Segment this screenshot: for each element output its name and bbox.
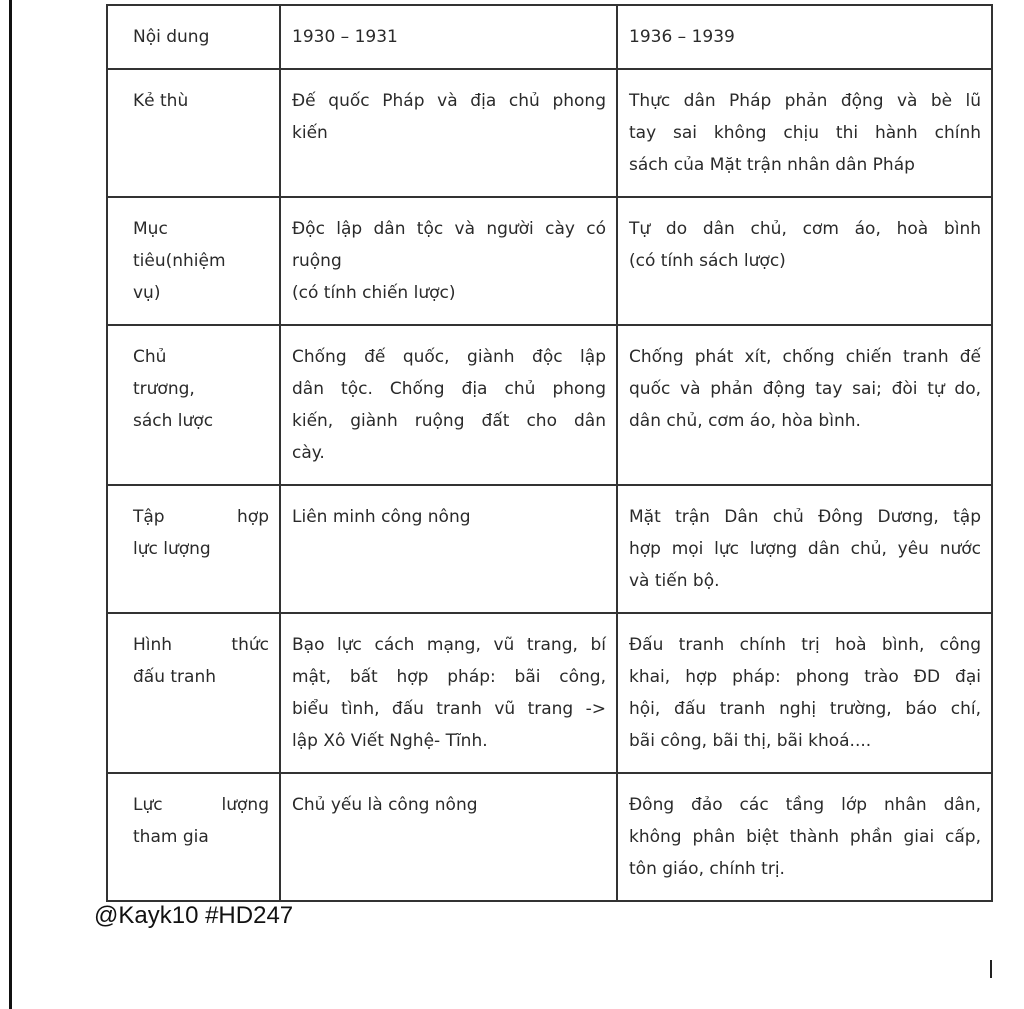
cell-1936-1939 [617, 773, 992, 901]
cell-text-line: và tiến bộ. [629, 571, 720, 591]
cell-text-line: cày. [292, 443, 325, 463]
header-label: 1936 – 1939 [629, 27, 735, 47]
cell-text-line: Liên minh công nông [292, 507, 471, 527]
header-cell-1930 [280, 5, 617, 69]
table-row [107, 485, 992, 613]
header-label: 1930 – 1931 [292, 27, 398, 47]
cell-text-line: bãi công, bãi thị, bãi khoá.... [629, 731, 872, 751]
cell-text-line: Chủ yếu là công nông [292, 795, 478, 815]
cell-1930-1931 [280, 325, 617, 485]
cell-text-line: tham gia [133, 827, 209, 847]
cell-text-line: hội, đấu tranh nghị trường, báo chí, [629, 699, 981, 719]
cell-1930-1931 [280, 69, 617, 197]
cell-text-line: dân chủ, cơm áo, hòa bình. [629, 411, 861, 431]
cell-text-line: hợp mọi lực lượng dân chủ, yêu nước [629, 539, 981, 559]
cell-1936-1939 [617, 197, 992, 325]
cell-text-line: Độc lập dân tộc và người cày có [292, 219, 606, 239]
cell-1936-1939 [617, 325, 992, 485]
cell-text-line: (có tính chiến lược) [292, 283, 456, 303]
cell-text-line: vụ) [133, 283, 161, 303]
row-label-cell [107, 613, 280, 773]
cell-text-line: Mặt trận Dân chủ Đông Dương, tập [629, 507, 981, 527]
cell-text-line: Kẻ thù [133, 91, 189, 111]
cell-text-line: Đấu tranh chính trị hoà bình, công [629, 635, 981, 655]
cell-text-line: tay sai không chịu thi hành chính [629, 123, 981, 143]
cell-1936-1939 [617, 485, 992, 613]
cell-text-line: đấu tranh [133, 667, 217, 687]
cell-text-line: tôn giáo, chính trị. [629, 859, 785, 879]
left-border-line [9, 0, 12, 1009]
cell-text-line: mật, bất hợp pháp: bãi công, [292, 667, 606, 687]
cell-text-line: dân tộc. Chống địa chủ phong [292, 379, 606, 399]
cell-text-line: Bạo lực cách mạng, vũ trang, bí [292, 635, 606, 655]
table-row [107, 773, 992, 901]
cell-text-line: sách của Mặt trận nhân dân Pháp [629, 155, 915, 175]
cell-text-line: lực lượng [133, 539, 211, 559]
cell-text-line: không phân biệt thành phần giai cấp, [629, 827, 981, 847]
cell-text-line: Tập hợp [133, 507, 269, 527]
cell-text-line: Hình thức [133, 635, 269, 655]
row-label-cell [107, 773, 280, 901]
cell-text-line: Chống đế quốc, giành độc lập [292, 347, 606, 367]
cell-text-line: sách lược [133, 411, 214, 431]
cell-text-line: trương, [133, 379, 195, 399]
row-label-cell [107, 485, 280, 613]
cell-text-line: quốc và phản động tay sai; đòi tự do, [629, 379, 981, 399]
watermark-text: @Kayk10 #HD247 [94, 902, 294, 929]
cell-text-line: khai, hợp pháp: phong trào ĐD đại [629, 667, 981, 687]
cell-text-line: biểu tình, đấu tranh vũ trang -> [292, 699, 606, 719]
header-label: Nội dung [133, 27, 210, 47]
cell-1936-1939 [617, 613, 992, 773]
cell-text-line: Chủ [133, 347, 167, 367]
cell-1936-1939 [617, 69, 992, 197]
cell-1930-1931 [280, 485, 617, 613]
cell-1930-1931 [280, 773, 617, 901]
header-cell-content [107, 5, 280, 69]
cell-1930-1931 [280, 613, 617, 773]
cell-text-line: Đông đảo các tầng lớp nhân dân, [629, 795, 981, 815]
cell-text-line: Chống phát xít, chống chiến tranh đế [629, 347, 981, 367]
text-cursor [990, 960, 992, 978]
table-row [107, 197, 992, 325]
cell-text-line: kiến, giành ruộng đất cho dân [292, 411, 606, 431]
row-label-cell [107, 197, 280, 325]
cell-text-line: Mục [133, 219, 168, 239]
cell-text-line: Thực dân Pháp phản động và bè lũ [629, 91, 981, 111]
comparison-table [106, 4, 993, 902]
header-cell-1936 [617, 5, 992, 69]
cell-text-line: lập Xô Viết Nghệ- Tĩnh. [292, 731, 488, 751]
cell-1930-1931 [280, 197, 617, 325]
table-header-row [107, 5, 992, 69]
cell-text-line: Đế quốc Pháp và địa chủ phong [292, 91, 606, 111]
cell-text-line: ruộng [292, 251, 342, 271]
table-row [107, 325, 992, 485]
table-row [107, 69, 992, 197]
cell-text-line: (có tính sách lược) [629, 251, 786, 271]
cell-text-line: tiêu(nhiệm [133, 251, 226, 271]
cell-text-line: kiến [292, 123, 328, 143]
row-label-cell [107, 325, 280, 485]
cell-text-line: Lực lượng [133, 795, 269, 815]
row-label-cell [107, 69, 280, 197]
table-row [107, 613, 992, 773]
cell-text-line: Tự do dân chủ, cơm áo, hoà bình [629, 219, 981, 239]
